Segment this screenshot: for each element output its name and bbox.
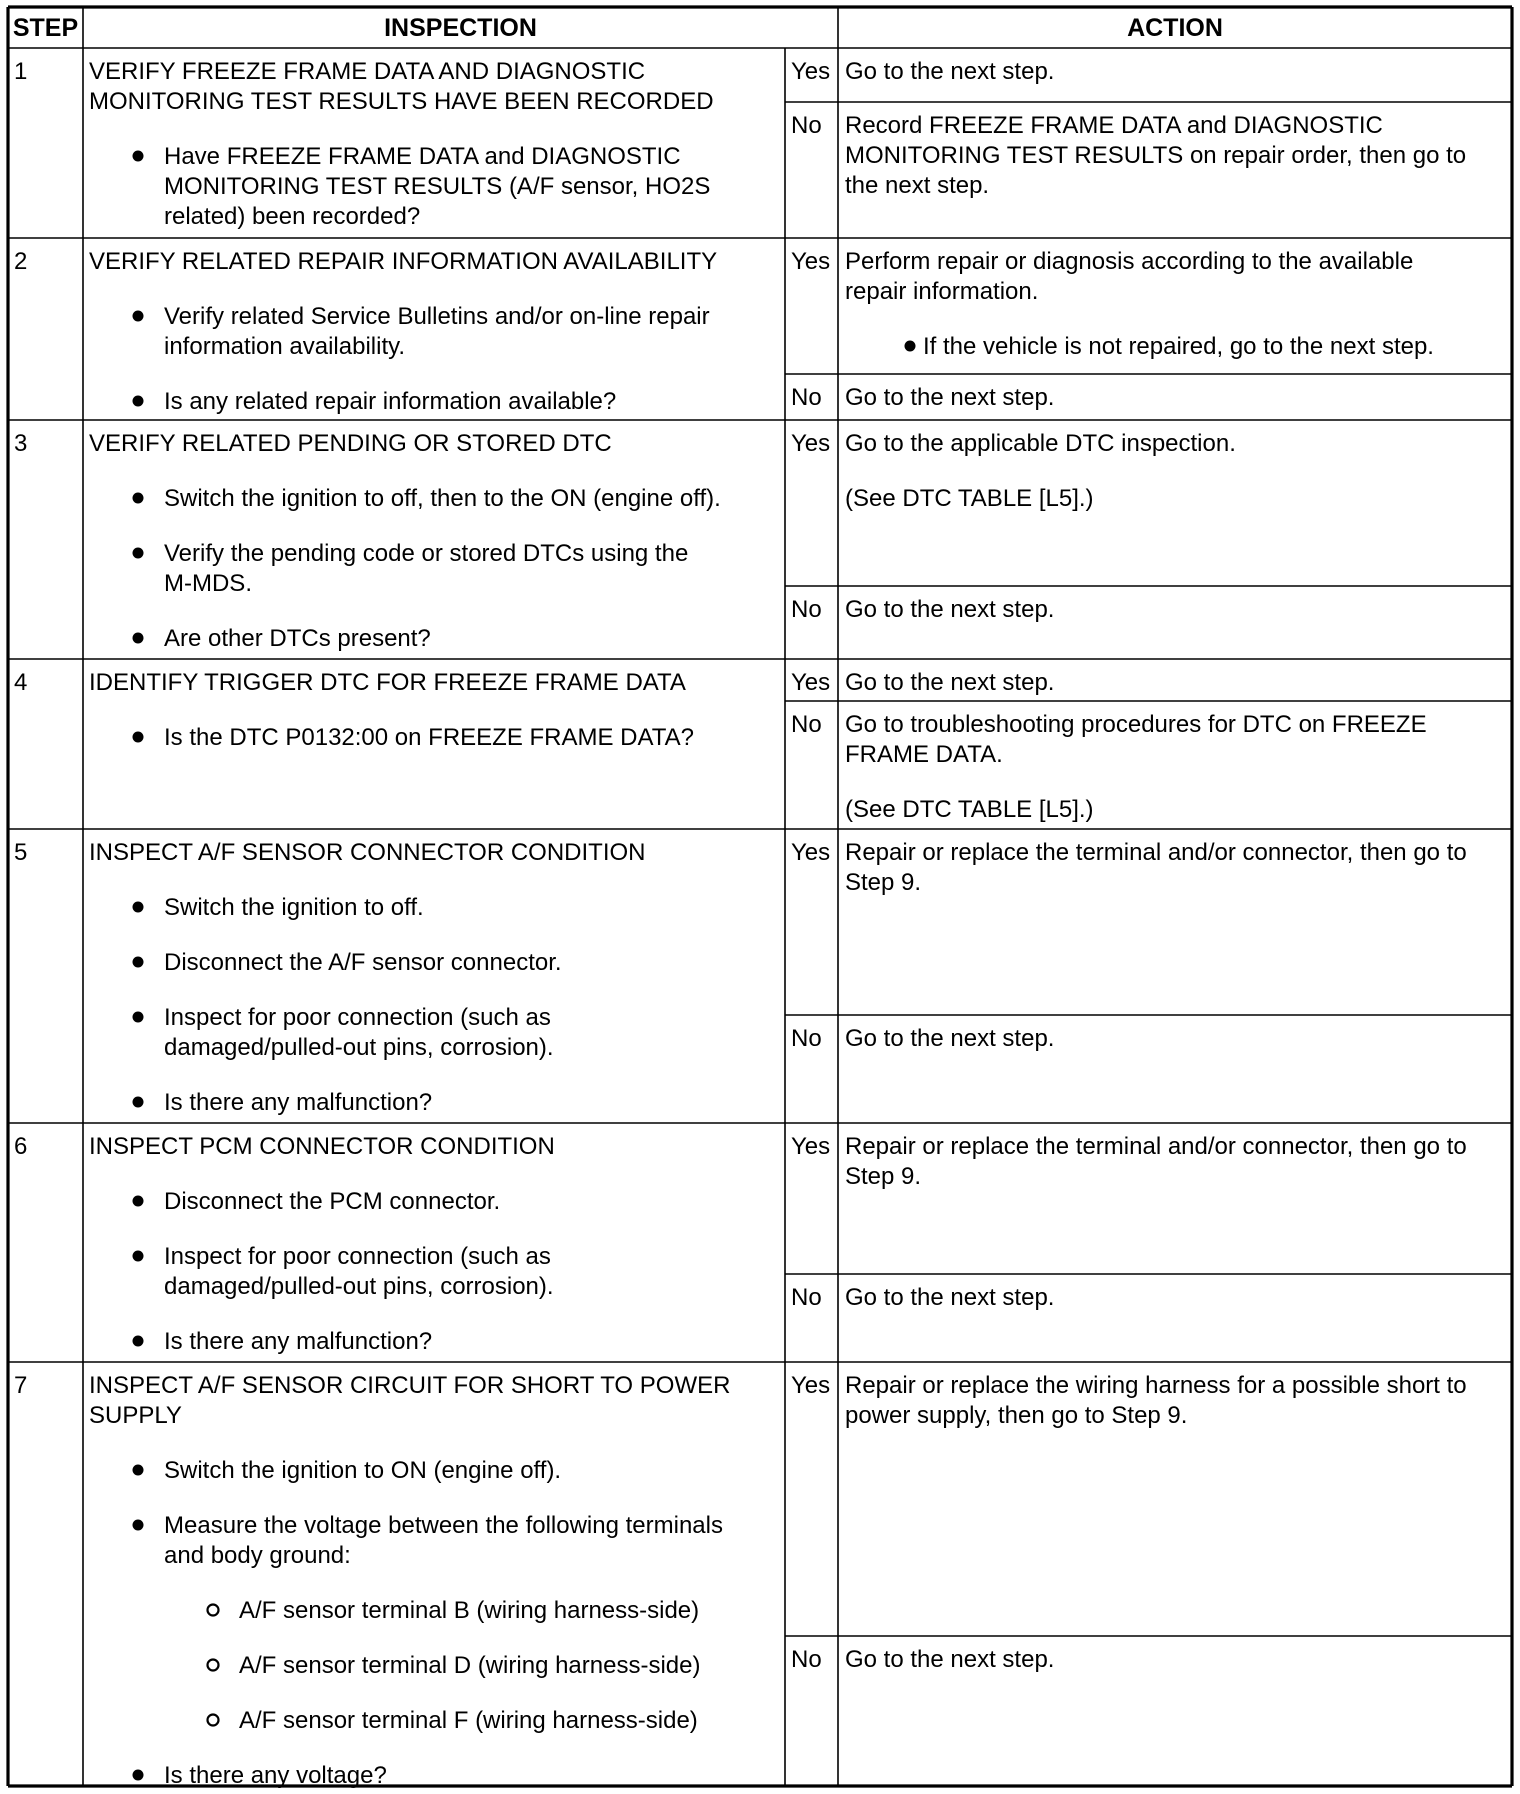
bullet-icon [133,633,144,644]
inspection-title: MONITORING TEST RESULTS HAVE BEEN RECORDED [89,88,714,115]
inspection-bullet-text: Are other DTCs present? [164,625,431,652]
bullet-icon [133,1770,144,1781]
no-label: No [791,711,822,738]
inspection-title: SUPPLY [89,1402,182,1429]
inspection-title: VERIFY RELATED REPAIR INFORMATION AVAILABILITY [89,248,718,275]
bullet-icon [133,311,144,322]
inspection-bullet-text: MONITORING TEST RESULTS (A/F sensor, HO2S [164,173,711,200]
no-action-text: Go to the next step. [845,1284,1055,1311]
yes-label: Yes [791,1372,831,1399]
yes-action-text: repair information. [845,278,1039,305]
step-number: 4 [14,669,28,696]
yes-action-text: Step 9. [845,869,922,896]
header-inspection: INSPECTION [384,14,537,42]
step-number: 5 [14,839,28,866]
inspection-bullet-text: related) been recorded? [164,203,421,230]
bullet-icon [133,151,144,162]
inspection-bullet-text: damaged/pulled-out pins, corrosion). [164,1273,554,1300]
inspection-bullet-text: Verify the pending code or stored DTCs using the [164,540,689,567]
inspection-bullet-text: Switch the ignition to off, then to the ON (engine off). [164,485,721,512]
yes-action-text: Repair or replace the wiring harness for a possible short to [845,1372,1467,1399]
inspection-title: VERIFY FREEZE FRAME DATA AND DIAGNOSTIC [89,58,646,85]
inspection-bullet-text: and body ground: [164,1542,351,1569]
yes-action-text: Go to the next step. [845,58,1055,85]
yes-label: Yes [791,430,831,457]
no-label: No [791,1646,822,1673]
inspection-bullet-text: Is the DTC P0132:00 on FREEZE FRAME DATA? [164,724,694,751]
bullet-icon [133,548,144,559]
yes-action-text: Repair or replace the terminal and/or connector, then go to [845,839,1467,866]
bullet-icon [133,1251,144,1262]
inspection-bullet-text: Is any related repair information available? [164,388,617,415]
inspection-bullet-text: Switch the ignition to ON (engine off). [164,1457,562,1484]
no-label: No [791,384,822,411]
inspection-bullet-text: Disconnect the A/F sensor connector. [164,949,562,976]
bullet-icon [133,1465,144,1476]
header-action: ACTION [1127,14,1223,42]
no-action-note: (See DTC TABLE [L5].) [845,796,1094,823]
bullet-icon [133,1196,144,1207]
yes-label: Yes [791,248,831,275]
no-label: No [791,112,822,139]
no-action-text: the next step. [845,172,990,199]
no-action-text: Go to the next step. [845,1025,1055,1052]
yes-action-text: Repair or replace the terminal and/or connector, then go to [845,1133,1467,1160]
inspection-title: INSPECT A/F SENSOR CIRCUIT FOR SHORT TO POWER [89,1372,731,1399]
no-action-text: FRAME DATA. [845,741,1003,768]
no-label: No [791,596,822,623]
inspection-bullet-text: Is there any voltage? [164,1762,387,1789]
bullet-icon [133,396,144,407]
yes-label: Yes [791,669,831,696]
inspection-bullet-text: Disconnect the PCM connector. [164,1188,501,1215]
step-number: 7 [14,1372,28,1399]
inspection-bullet-text: A/F sensor terminal F (wiring harness-side) [239,1707,698,1734]
inspection-bullet-text: M-MDS. [164,570,252,597]
bullet-icon [133,1097,144,1108]
yes-action-note: (See DTC TABLE [L5].) [845,485,1094,512]
inspection-bullet-text: Is there any malfunction? [164,1328,433,1355]
yes-action-text: power supply, then go to Step 9. [845,1402,1188,1429]
no-action-text: Record FREEZE FRAME DATA and DIAGNOSTIC [845,112,1383,139]
step-number: 2 [14,248,28,275]
bullet-icon [133,732,144,743]
bullet-icon [133,493,144,504]
no-label: No [791,1025,822,1052]
yes-action-text: Step 9. [845,1163,922,1190]
inspection-title: INSPECT PCM CONNECTOR CONDITION [89,1133,555,1160]
no-action-text: Go to troubleshooting procedures for DTC on FREEZE [845,711,1427,738]
yes-action-text: Go to the applicable DTC inspection. [845,430,1236,457]
bullet-icon [133,957,144,968]
bullet-icon [133,1520,144,1531]
inspection-title: IDENTIFY TRIGGER DTC FOR FREEZE FRAME DATA [89,669,686,696]
bullet-icon [905,341,916,352]
inspection-bullet-text: A/F sensor terminal D (wiring harness-side) [239,1652,701,1679]
no-label: No [791,1284,822,1311]
bullet-icon [133,1012,144,1023]
yes-label: Yes [791,1133,831,1160]
yes-label: Yes [791,839,831,866]
yes-action-text: Go to the next step. [845,669,1055,696]
inspection-bullet-text: Verify related Service Bulletins and/or on-line repair [164,303,710,330]
step-number: 1 [14,58,28,85]
inspection-bullet-text: Inspect for poor connection (such as [164,1004,551,1031]
no-action-text: Go to the next step. [845,1646,1055,1673]
header-step: STEP [12,14,79,42]
bullet-icon [133,902,144,913]
inspection-bullet-text: damaged/pulled-out pins, corrosion). [164,1034,554,1061]
yes-label: Yes [791,58,831,85]
step-number: 6 [14,1133,28,1160]
inspection-bullet-text: Inspect for poor connection (such as [164,1243,551,1270]
inspection-bullet-text: Have FREEZE FRAME DATA and DIAGNOSTIC [164,143,681,170]
step-number: 3 [14,430,28,457]
inspection-bullet-text: Measure the voltage between the following terminals [164,1512,723,1539]
no-action-text: Go to the next step. [845,596,1055,623]
inspection-bullet-text: A/F sensor terminal B (wiring harness-side) [239,1597,700,1624]
inspection-bullet-text: Switch the ignition to off. [164,894,424,921]
no-action-text: Go to the next step. [845,384,1055,411]
yes-action-text: Perform repair or diagnosis according to the available [845,248,1414,275]
inspection-title: INSPECT A/F SENSOR CONNECTOR CONDITION [89,839,646,866]
bullet-icon [133,1336,144,1347]
yes-action-bullet-text: If the vehicle is not repaired, go to the next step. [923,333,1434,360]
inspection-title: VERIFY RELATED PENDING OR STORED DTC [89,430,612,457]
no-action-text: MONITORING TEST RESULTS on repair order, then go to [845,142,1467,169]
inspection-bullet-text: information availability. [164,333,405,360]
inspection-bullet-text: Is there any malfunction? [164,1089,433,1116]
